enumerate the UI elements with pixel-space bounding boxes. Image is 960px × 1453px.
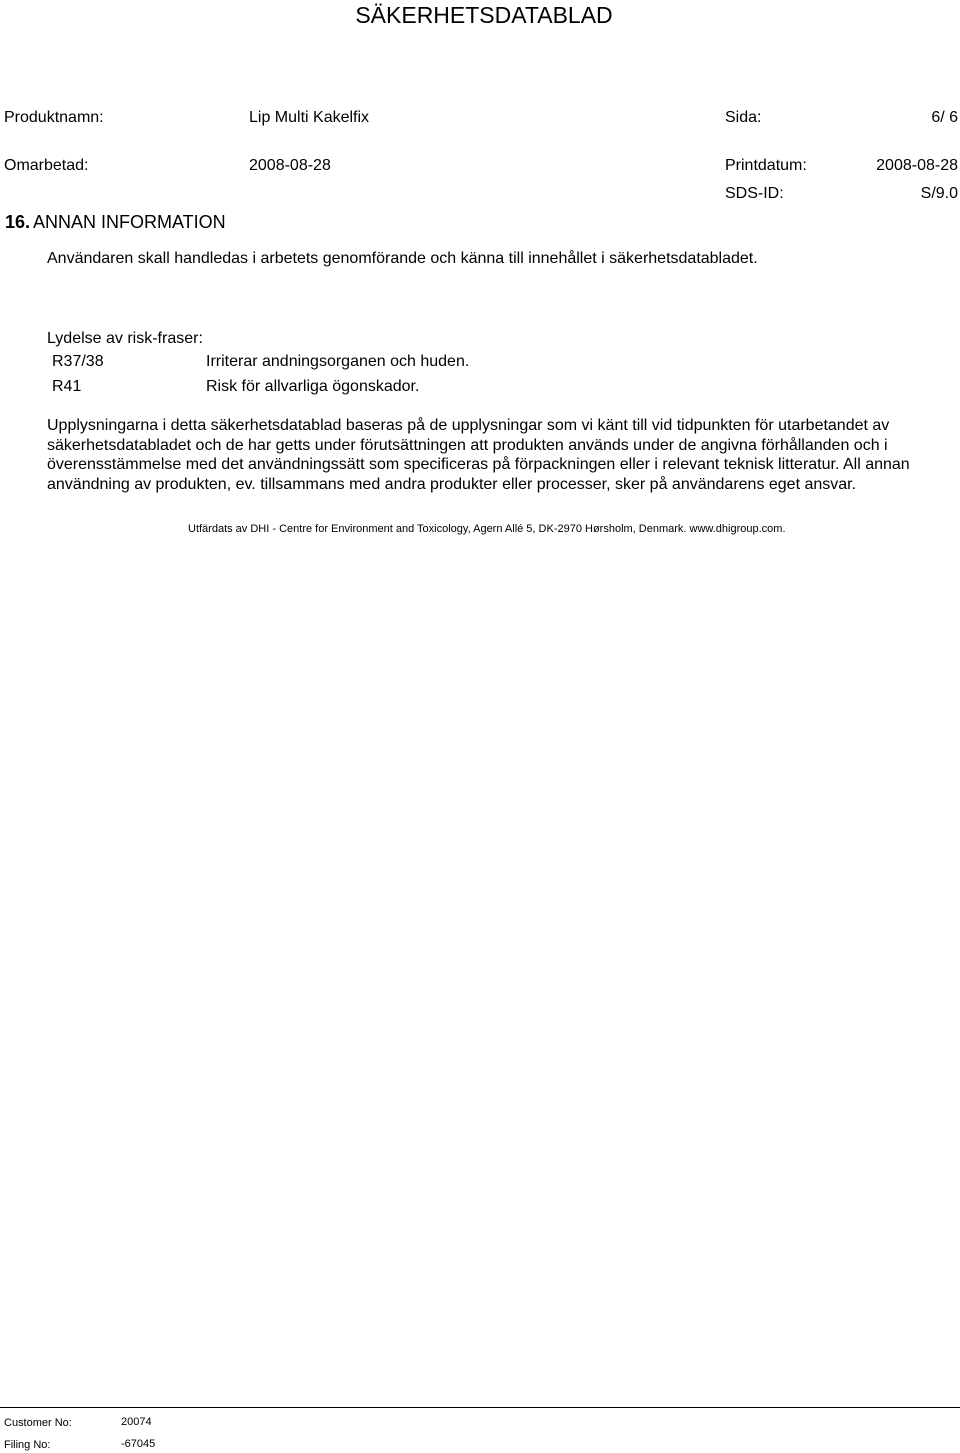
risk-phrase-code: R41: [52, 378, 82, 395]
filing-value: -67045: [121, 1438, 156, 1450]
customer-value: 20074: [121, 1416, 152, 1428]
section-heading: [5, 211, 226, 233]
sds-label: SDS-ID:: [725, 185, 784, 202]
risk-phrase-text: Risk för allvarliga ögonskador.: [206, 378, 420, 395]
issued-by-line: Utfärdats av DHI - Centre for Environment and Toxicology, Agern Allé 5, DK-2970 Hørsholm, Denmark. www.dhigroup.com.: [188, 523, 786, 535]
document-title: SÄKERHETSDATABLAD: [355, 2, 613, 28]
instruction-text: Användaren skall handledas i arbetets genomförande och känna till innehållet i säkerhetsdatabladet.: [47, 250, 758, 267]
section-title: ANNAN INFORMATION: [33, 212, 226, 232]
sds-value: S/9.0: [920, 185, 958, 202]
customer-label: Customer No:: [4, 1417, 72, 1429]
print-value: 2008-08-28: [876, 157, 958, 174]
risk-phrase-code: R37/38: [52, 353, 104, 370]
disclaimer-paragraph: Upplysningarna i detta säkerhetsdatablad baseras på de upplysningar som vi känt till vid tidpunkten för utarbetandet av säkerhetsdatabladet och de har getts under förutsättningen att produkten används under de angivna förhållanden och i överensstämmelse med det användningssätt som specificeras på förpackningen eller i relevant teknisk litteratur. All annan användning av produkten, ev. tillsammans med andra produkter eller processer, sker på användarens eget ansvar.: [47, 417, 910, 493]
product-label: Produktnamn:: [4, 109, 104, 126]
risk-phrases-heading: Lydelse av risk-fraser:: [47, 330, 203, 347]
revised-label: Omarbetad:: [4, 157, 89, 174]
revised-value: 2008-08-28: [249, 157, 331, 174]
section-number: 16.: [5, 212, 31, 232]
print-label: Printdatum:: [725, 157, 807, 174]
filing-label: Filing No:: [4, 1439, 51, 1451]
product-value: Lip Multi Kakelfix: [249, 109, 370, 126]
page-value: 6/ 6: [931, 109, 958, 126]
risk-phrase-text: Irriterar andningsorganen och huden.: [206, 353, 470, 370]
footer-divider: [0, 1407, 960, 1408]
page-label: Sida:: [725, 109, 762, 126]
